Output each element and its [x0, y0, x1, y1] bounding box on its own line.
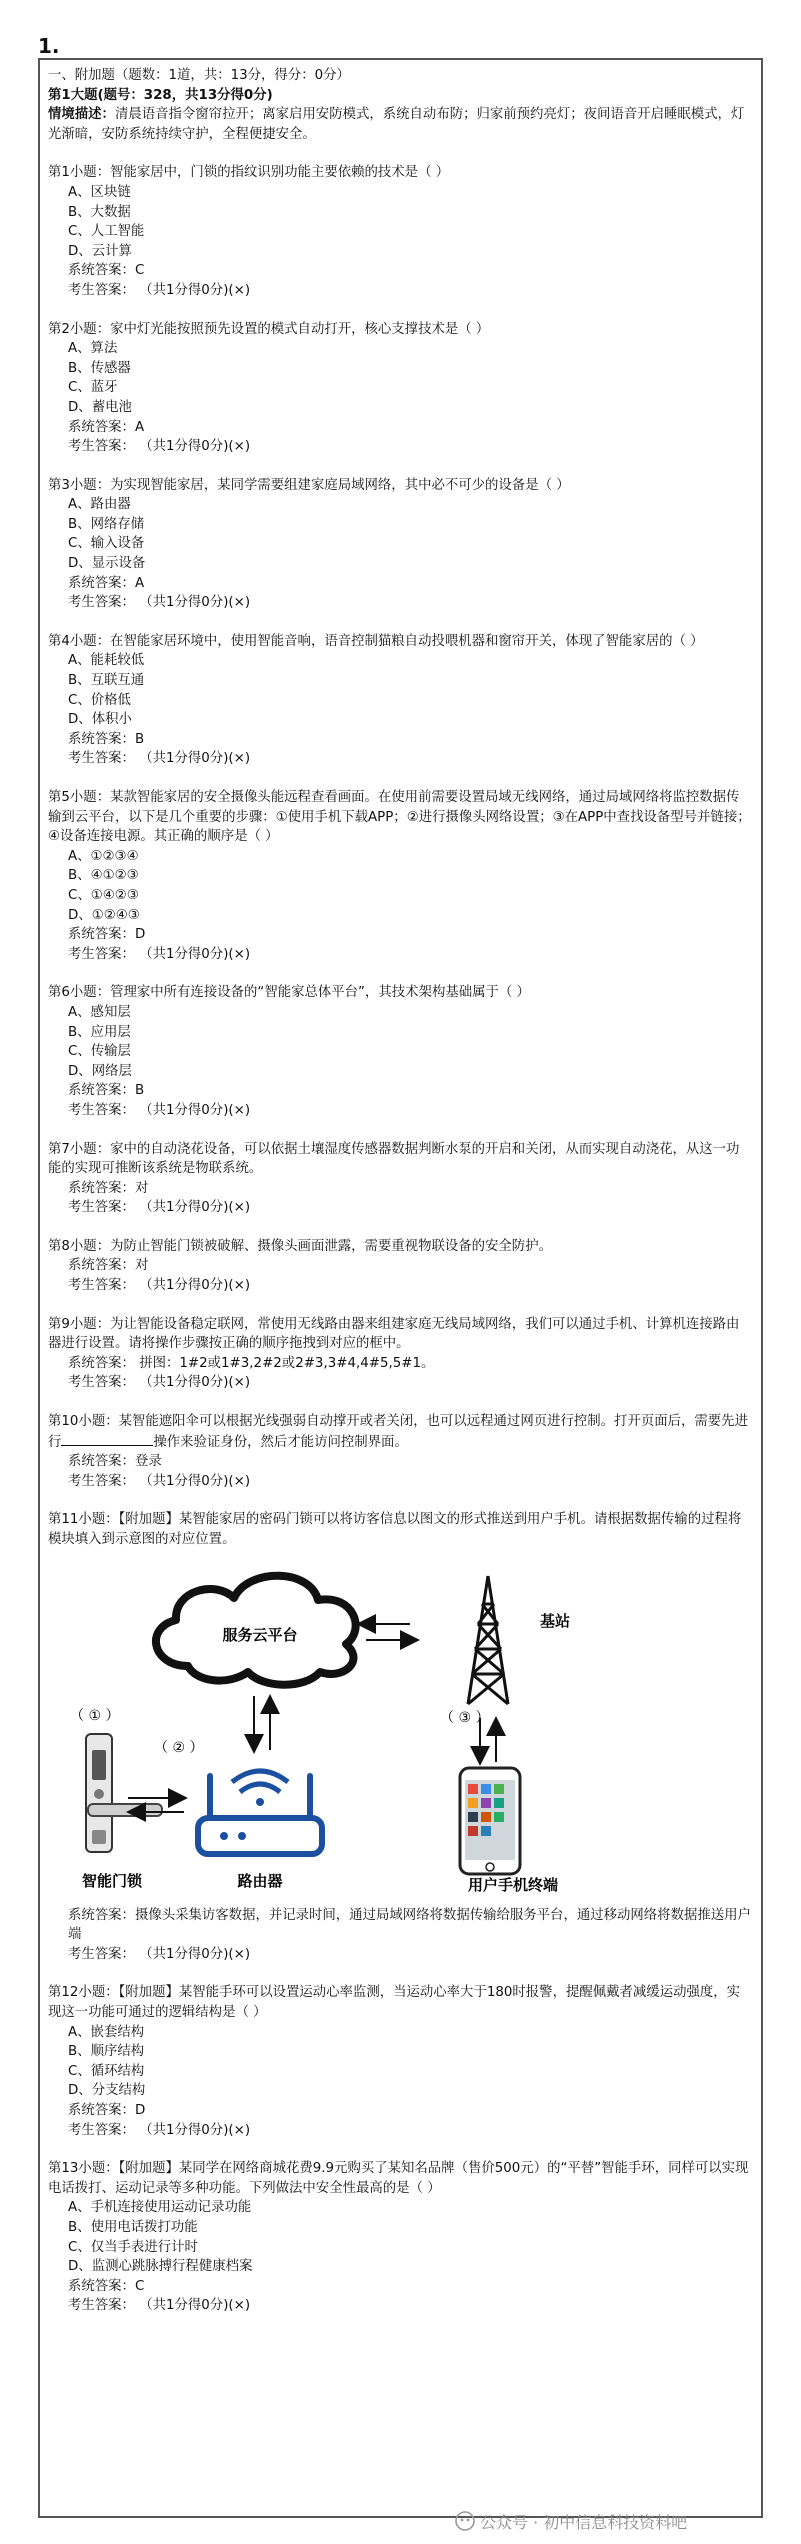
option-d: D、分支结构	[68, 2083, 146, 2099]
option-a: A、①②③④	[68, 848, 139, 864]
student-answer: 考生答案： （共1分得0分)(×)	[68, 751, 251, 767]
system-answer: 系统答案：D	[68, 2102, 146, 2118]
option-b: B、大数据	[68, 204, 131, 220]
scenario-text: 清晨语音指令窗帘拉开；离家启用安防模式，系统自动布防；归家前预约亮灯；夜间语音开启睡眠模式，灯光渐暗，安防系统持续守护，全程便捷安全。	[48, 107, 745, 142]
option-b: B、使用电话拨打功能	[68, 2219, 198, 2235]
tower-label: 基站	[540, 1611, 571, 1630]
question-6	[48, 983, 751, 1120]
system-answer: 系统答案：A	[68, 419, 145, 435]
student-answer: 考生答案： （共1分得0分)(×)	[68, 2298, 251, 2314]
option-c: C、仅当手表进行计时	[68, 2239, 198, 2255]
system-answer: 系统答案：C	[68, 263, 145, 279]
student-answer: 考生答案： （共1分得0分)(×)	[68, 2122, 251, 2138]
student-answer: 考生答案： （共1分得0分)(×)	[68, 1102, 251, 1118]
system-answer: 系统答案：D	[68, 927, 146, 943]
option-a: A、嵌套结构	[68, 2024, 145, 2040]
question-9	[48, 1315, 751, 1393]
watermark-text: 公众号 · 初中信息科技资料吧	[480, 2513, 688, 2532]
question-stem: 第11小题：【附加题】某智能家居的密码门锁可以将访客信息以图文的形式推送到用户手机。请根据数据传输的过程将模块填入到示意图的对应位置。	[48, 1512, 742, 1547]
option-d: D、监测心跳脉搏行程健康档案	[68, 2259, 253, 2275]
scenario-label: 情境描述：	[48, 107, 115, 123]
student-answer: 考生答案： （共1分得0分)(×)	[68, 1946, 251, 1962]
question-3	[48, 476, 751, 613]
student-answer: 考生答案： （共1分得0分)(×)	[68, 1200, 251, 1216]
question-stem: 第12小题：【附加题】某智能手环可以设置运动心率监测，当运动心率大于180时报警，提醒佩戴者减缓运动强度，实现这一功能可通过的逻辑结构是（ ）	[48, 1985, 741, 2020]
door-lock-icon	[86, 1734, 162, 1852]
answer-sheet-content	[48, 66, 751, 2316]
question-5	[48, 788, 751, 964]
option-a: A、区块链	[68, 184, 131, 200]
student-answer: 考生答案： （共1分得0分)(×)	[68, 1473, 251, 1489]
question-stem: 第5小题：某款智能家居的安全摄像头能远程查看画面。在使用前需要设置局域无线网络，通过局域网络将监控数据传输到云平台，以下是几个重要的步骤：①使用手机下载APP；②进行摄像头网络设置；③在APP中查找设备型号并链接；④设备连接电源。其正确的顺序是（ ）	[48, 790, 751, 845]
student-answer: 考生答案： （共1分得0分)(×)	[68, 282, 251, 298]
student-answer: 考生答案： （共1分得0分)(×)	[68, 1278, 251, 1294]
smartphone-icon	[460, 1768, 520, 1874]
option-c: C、传输层	[68, 1044, 131, 1060]
student-answer: 考生答案： （共1分得0分)(×)	[68, 946, 251, 962]
question-11	[48, 1510, 751, 1964]
option-c: C、价格低	[68, 692, 131, 708]
system-answer: 系统答案：A	[68, 575, 145, 591]
page-number: 1.	[38, 34, 60, 58]
question-stem: 第9小题：为让智能设备稳定联网，常使用无线路由器来组建家庭无线局域网络，我们可以通过手机、计算机连接路由器进行设置。请将操作步骤按正确的顺序拖拽到对应的框中。	[48, 1316, 740, 1352]
data-flow-diagram	[48, 1554, 748, 1906]
option-d: D、①②④③	[68, 907, 140, 923]
system-answer: 系统答案：B	[68, 1083, 145, 1099]
question-stem: 第6小题：管理家中所有连接设备的“智能家总体平台”，其技术架构基础属于（ ）	[48, 985, 530, 1001]
option-d: D、云计算	[68, 243, 132, 259]
option-d: D、体积小	[68, 712, 132, 728]
option-a: A、能耗较低	[68, 653, 145, 669]
question-stem: 第3小题：为实现智能家居，某同学需要组建家庭局域网络，其中必不可少的设备是（ ）	[48, 477, 570, 493]
question-stem	[48, 1412, 751, 1452]
option-b: B、传感器	[68, 360, 131, 376]
option-c: C、蓝牙	[68, 380, 118, 396]
question-8	[48, 1237, 751, 1296]
student-answer: 考生答案： （共1分得0分)(×)	[68, 439, 251, 455]
option-d: D、显示设备	[68, 556, 146, 572]
diagram-canvas	[48, 1554, 748, 1906]
system-answer: 系统答案：摄像头采集访客数据，并记录时间，通过局域网络将数据传输给服务平台，通过移动网络将数据推送用户端	[68, 1907, 751, 1943]
option-c: C、循环结构	[68, 2063, 145, 2079]
big-question-title: 第1大题(题号：328，共13分得0分)	[48, 87, 273, 103]
option-b: B、应用层	[68, 1024, 131, 1040]
cloud-router-arrows	[254, 1696, 270, 1750]
question-13	[48, 2159, 751, 2316]
option-b: B、④①②③	[68, 868, 139, 884]
question-stem-after: 操作来验证身份，然后才能访问控制界面。	[153, 1434, 408, 1450]
marker-1: （ ① ）	[70, 1707, 120, 1724]
question-2	[48, 320, 751, 457]
question-4	[48, 632, 751, 769]
question-stem: 第1小题：智能家居中，门锁的指纹识别功能主要依赖的技术是（ ）	[48, 165, 450, 181]
question-stem: 第8小题：为防止智能门锁被破解、摄像头画面泄露，需要重视物联设备的安全防护。	[48, 1238, 552, 1254]
student-answer: 考生答案： （共1分得0分)(×)	[68, 595, 251, 611]
question-stem-before: 第10小题：某智能遮阳伞可以根据光线强弱自动撑开或者关闭，也可以远程通过网页进行控制。打开页面后，需要先进行	[48, 1414, 748, 1450]
option-b: B、顺序结构	[68, 2044, 145, 2060]
option-d: D、网络层	[68, 1063, 132, 1079]
marker-3: （ ③ ）	[440, 1709, 490, 1726]
system-answer: 系统答案：登录	[68, 1454, 162, 1470]
question-1	[48, 163, 751, 300]
option-b: B、网络存储	[68, 516, 145, 532]
option-a: A、手机连接使用运动记录功能	[68, 2200, 252, 2216]
question-stem: 第2小题：家中灯光能按照预先设置的模式自动打开，核心支撑技术是（ ）	[48, 321, 490, 337]
system-answer: 系统答案：对	[68, 1180, 149, 1196]
option-d: D、蓄电池	[68, 399, 132, 415]
fill-blank	[61, 1432, 153, 1446]
wechat-logo-icon	[455, 2511, 475, 2531]
question-stem: 第7小题：家中的自动浇花设备，可以依据土壤湿度传感器数据判断水泵的开启和关闭，从而实现自动浇花，从这一功能的实现可推断该系统是物联系统。	[48, 1141, 740, 1177]
router-icon	[198, 1771, 322, 1854]
answer-sheet-frame	[38, 58, 763, 2518]
question-10	[48, 1412, 751, 1491]
cloud-tower-arrows	[360, 1624, 416, 1640]
marker-2: （ ② ）	[154, 1739, 204, 1756]
system-answer: 系统答案：C	[68, 2278, 145, 2294]
phone-label: 用户手机终端	[468, 1875, 559, 1894]
system-answer: 系统答案：B	[68, 731, 145, 747]
question-7	[48, 1140, 751, 1218]
option-c: C、输入设备	[68, 536, 145, 552]
question-stem: 第13小题：【附加题】某同学在网络商城花费9.9元购买了某知名品牌（售价500元）的“平替”智能手环，同样可以实现电话拨打、运动记录等多种功能。下列做法中安全性最高的是（ ）	[48, 2161, 749, 2196]
system-answer: 系统答案： 拼图：1#2或1#3,2#2或2#3,3#4,4#5,5#1。	[68, 1355, 435, 1371]
scenario-description	[48, 105, 751, 144]
cloud-label: 服务云平台	[222, 1625, 298, 1644]
question-stem: 第4小题：在智能家居环境中，使用智能音响，语音控制猫粮自动投喂机器和窗帘开关，体现了智能家居的（ ）	[48, 633, 704, 649]
option-c: C、人工智能	[68, 224, 145, 240]
option-a: A、感知层	[68, 1004, 131, 1020]
lock-label: 智能门锁	[82, 1871, 143, 1890]
question-12	[48, 1983, 751, 2140]
router-label: 路由器	[237, 1871, 283, 1890]
cell-tower-icon	[468, 1576, 508, 1704]
option-a: A、路由器	[68, 497, 131, 513]
option-b: B、互联互通	[68, 673, 145, 689]
system-answer: 系统答案：对	[68, 1258, 149, 1274]
section-header: 一、附加题（题数：1道，共：13分，得分：0分）	[48, 68, 350, 83]
student-answer: 考生答案： （共1分得0分)(×)	[68, 1375, 251, 1391]
option-a: A、算法	[68, 341, 118, 357]
option-c: C、①④②③	[68, 887, 139, 903]
